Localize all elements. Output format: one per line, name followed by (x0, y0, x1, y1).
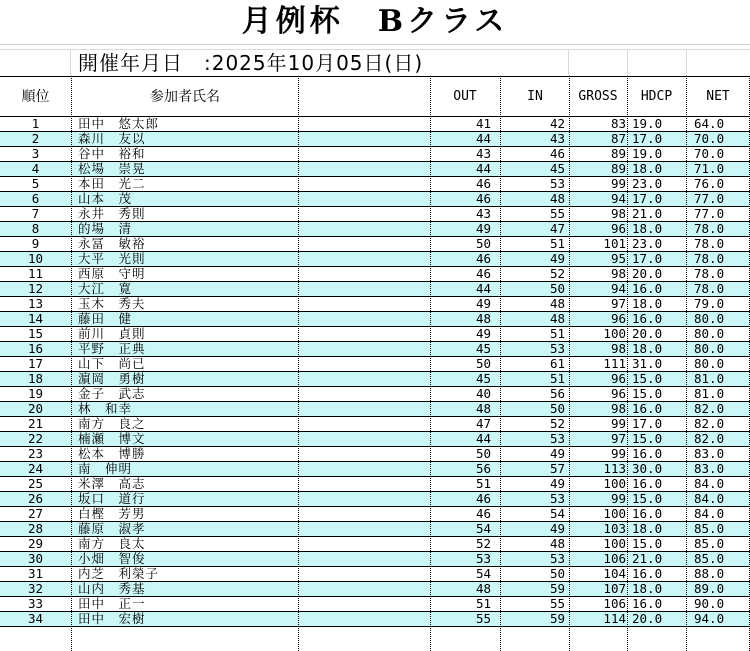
cell-rank: 2 (31, 131, 40, 146)
cell-in: 53 (549, 341, 565, 356)
table-row (0, 281, 750, 296)
table-row (0, 611, 750, 626)
column-divider (71, 76, 72, 651)
cell-hdcp: 20.0 (632, 326, 663, 341)
cell-in: 53 (549, 176, 565, 191)
cell-hdcp: 16.0 (632, 566, 663, 581)
column-divider (298, 76, 299, 651)
cell-gross: 100 (603, 476, 626, 491)
table-row (0, 491, 750, 506)
cell-name: 白樫 芳男 (78, 506, 146, 521)
table-row (0, 431, 750, 446)
cell-gross: 113 (603, 461, 626, 476)
cell-out: 55 (475, 611, 491, 626)
header-hdcp: HDCP (640, 89, 673, 104)
cell-in: 56 (549, 386, 565, 401)
cell-hdcp: 18.0 (632, 581, 663, 596)
cell-net: 83.0 (694, 446, 725, 461)
cell-name: 田中 宏樹 (78, 611, 146, 626)
cell-name: 藤原 淑孝 (78, 521, 146, 536)
cell-in: 49 (549, 476, 565, 491)
cell-net: 78.0 (694, 266, 725, 281)
cell-net: 84.0 (694, 491, 725, 506)
cell-rank: 31 (27, 566, 44, 581)
cell-out: 44 (475, 161, 491, 176)
cell-rank: 22 (27, 431, 44, 446)
column-divider (500, 76, 501, 651)
table-row (0, 386, 750, 401)
cell-rank: 23 (27, 446, 44, 461)
cell-net: 80.0 (694, 326, 725, 341)
cell-rank: 5 (31, 176, 40, 191)
cell-name: 前川 貞則 (78, 326, 146, 341)
cell-rank: 7 (31, 206, 40, 221)
cell-out: 50 (475, 446, 491, 461)
cell-hdcp: 21.0 (632, 551, 663, 566)
table-row (0, 176, 750, 191)
cell-rank: 13 (27, 296, 44, 311)
cell-gross: 98 (610, 401, 626, 416)
table-row (0, 401, 750, 416)
cell-in: 55 (549, 206, 565, 221)
cell-in: 50 (549, 281, 565, 296)
cell-rank: 19 (27, 386, 44, 401)
cell-gross: 89 (610, 161, 626, 176)
cell-rank: 21 (27, 416, 44, 431)
cell-rank: 26 (27, 491, 44, 506)
cell-hdcp: 17.0 (632, 251, 663, 266)
table-row (0, 341, 750, 356)
cell-name: 大平 光則 (78, 251, 146, 266)
cell-hdcp: 15.0 (632, 371, 663, 386)
cell-net: 80.0 (694, 341, 725, 356)
cell-rank: 34 (27, 611, 44, 626)
cell-net: 82.0 (694, 431, 725, 446)
cell-rank: 15 (27, 326, 44, 341)
table-row (0, 191, 750, 206)
cell-net: 81.0 (694, 386, 725, 401)
event-date: 開催年月日 :2025年10月05日(日) (78, 51, 424, 75)
cell-rank: 3 (31, 146, 40, 161)
cell-name: 小畑 智俊 (78, 551, 146, 566)
cell-hdcp: 16.0 (632, 281, 663, 296)
table-row (0, 596, 750, 611)
cell-name: 坂口 道行 (78, 491, 146, 506)
table-row (0, 221, 750, 236)
cell-out: 46 (475, 251, 491, 266)
cell-hdcp: 16.0 (632, 446, 663, 461)
cell-net: 82.0 (694, 416, 725, 431)
cell-gross: 101 (603, 236, 626, 251)
cell-in: 48 (549, 311, 565, 326)
cell-in: 53 (549, 491, 565, 506)
cell-hdcp: 23.0 (632, 236, 663, 251)
table-row (0, 146, 750, 161)
cell-net: 90.0 (694, 596, 725, 611)
cell-in: 47 (549, 221, 565, 236)
cell-gross: 98 (610, 206, 626, 221)
cell-net: 83.0 (694, 461, 725, 476)
cell-rank: 10 (27, 251, 44, 266)
cell-net: 80.0 (694, 356, 725, 371)
cell-net: 78.0 (694, 236, 725, 251)
table-row (0, 266, 750, 281)
table-row (0, 446, 750, 461)
cell-rank: 30 (27, 551, 44, 566)
table-row (0, 461, 750, 476)
cell-in: 50 (549, 566, 565, 581)
cell-hdcp: 17.0 (632, 416, 663, 431)
cell-out: 40 (475, 386, 491, 401)
cell-rank: 14 (27, 311, 44, 326)
cell-gross: 100 (603, 506, 626, 521)
cell-out: 49 (475, 326, 491, 341)
cell-gross: 98 (610, 266, 626, 281)
table-row (0, 506, 750, 521)
cell-in: 53 (549, 551, 565, 566)
table-row (0, 521, 750, 536)
cell-net: 82.0 (694, 401, 725, 416)
cell-hdcp: 18.0 (632, 161, 663, 176)
cell-out: 51 (475, 596, 491, 611)
table-row (0, 416, 750, 431)
cell-name: 田中 悠太郎 (78, 116, 160, 131)
cell-name: 西原 守明 (78, 266, 146, 281)
table-bottom-border (0, 626, 750, 627)
cell-rank: 6 (31, 191, 40, 206)
cell-net: 77.0 (694, 191, 725, 206)
cell-out: 54 (475, 566, 491, 581)
cell-net: 81.0 (694, 371, 725, 386)
cell-net: 78.0 (694, 281, 725, 296)
cell-in: 52 (549, 266, 565, 281)
cell-gross: 96 (610, 311, 626, 326)
cell-rank: 8 (31, 221, 40, 236)
cell-net: 94.0 (694, 611, 725, 626)
table-row (0, 476, 750, 491)
table-header (0, 76, 750, 117)
cell-out: 53 (475, 551, 491, 566)
cell-hdcp: 15.0 (632, 431, 663, 446)
cell-hdcp: 15.0 (632, 491, 663, 506)
cell-net: 78.0 (694, 221, 725, 236)
cell-gross: 114 (603, 611, 626, 626)
cell-net: 85.0 (694, 521, 725, 536)
cell-in: 59 (549, 611, 565, 626)
cell-rank: 9 (31, 236, 40, 251)
cell-gross: 96 (610, 371, 626, 386)
cell-in: 52 (549, 416, 565, 431)
cell-out: 46 (475, 506, 491, 521)
cell-gross: 83 (610, 116, 626, 131)
table-row (0, 116, 750, 131)
cell-gross: 89 (610, 146, 626, 161)
cell-name: 田中 正一 (78, 596, 146, 611)
cell-gross: 94 (610, 281, 626, 296)
cell-net: 88.0 (694, 566, 725, 581)
cell-gross: 106 (603, 596, 626, 611)
cell-hdcp: 19.0 (632, 146, 663, 161)
cell-in: 48 (549, 191, 565, 206)
cell-gross: 95 (610, 251, 626, 266)
cell-in: 48 (549, 536, 565, 551)
table-row (0, 161, 750, 176)
cell-out: 43 (475, 146, 491, 161)
date-row (0, 49, 750, 76)
cell-gross: 111 (603, 356, 626, 371)
cell-name: 山本 茂 (78, 191, 133, 206)
cell-name: 楠瀬 博文 (78, 431, 146, 446)
cell-hdcp: 16.0 (632, 311, 663, 326)
table-row (0, 581, 750, 596)
cell-hdcp: 16.0 (632, 401, 663, 416)
cell-out: 48 (475, 311, 491, 326)
cell-out: 48 (475, 581, 491, 596)
cell-hdcp: 19.0 (632, 116, 663, 131)
cell-net: 77.0 (694, 206, 725, 221)
cell-name: 玉木 秀夫 (78, 296, 146, 311)
cell-in: 51 (549, 236, 565, 251)
cell-hdcp: 16.0 (632, 476, 663, 491)
cell-rank: 18 (27, 371, 44, 386)
cell-rank: 1 (31, 116, 40, 131)
cell-name: 松場 崇晃 (78, 161, 146, 176)
cell-out: 46 (475, 491, 491, 506)
column-divider (569, 76, 570, 651)
cell-name: 本田 光二 (78, 176, 146, 191)
cell-out: 44 (475, 131, 491, 146)
cell-in: 49 (549, 251, 565, 266)
cell-in: 55 (549, 596, 565, 611)
cell-in: 53 (549, 431, 565, 446)
cell-rank: 25 (27, 476, 44, 491)
cell-net: 64.0 (694, 116, 725, 131)
cell-rank: 11 (27, 266, 44, 281)
cell-name: 内芝 利榮子 (78, 566, 160, 581)
column-divider (430, 76, 431, 651)
cell-name: 大江 寛 (78, 281, 133, 296)
cell-net: 89.0 (694, 581, 725, 596)
table-row (0, 326, 750, 341)
table-row (0, 566, 750, 581)
cell-name: 濵岡 勇樹 (78, 371, 146, 386)
cell-gross: 99 (610, 176, 626, 191)
header-net: NET (706, 89, 730, 104)
cell-gross: 96 (610, 386, 626, 401)
cell-gross: 104 (603, 566, 626, 581)
cell-gross: 97 (610, 296, 626, 311)
cell-rank: 33 (27, 596, 44, 611)
cell-gross: 100 (603, 326, 626, 341)
cell-name: 山下 尚已 (78, 356, 146, 371)
cell-name: 藤田 健 (78, 311, 133, 326)
table-row (0, 536, 750, 551)
cell-in: 49 (549, 446, 565, 461)
cell-hdcp: 20.0 (632, 266, 663, 281)
cell-net: 85.0 (694, 551, 725, 566)
cell-hdcp: 23.0 (632, 176, 663, 191)
cell-out: 45 (475, 341, 491, 356)
table-row (0, 311, 750, 326)
column-divider (686, 76, 687, 651)
cell-out: 47 (475, 416, 491, 431)
cell-gross: 99 (610, 446, 626, 461)
table-row (0, 206, 750, 221)
cell-out: 41 (475, 116, 491, 131)
cell-hdcp: 18.0 (632, 521, 663, 536)
cell-out: 56 (475, 461, 491, 476)
cell-gross: 100 (603, 536, 626, 551)
cell-out: 54 (475, 521, 491, 536)
cell-name: 南 伸明 (78, 461, 133, 476)
cell-name: 谷中 裕和 (78, 146, 146, 161)
cell-out: 50 (475, 356, 491, 371)
cell-out: 51 (475, 476, 491, 491)
cell-name: 林 和幸 (78, 401, 133, 416)
cell-name: 山内 秀基 (78, 581, 146, 596)
cell-rank: 27 (27, 506, 44, 521)
table-row (0, 371, 750, 386)
cell-rank: 24 (27, 461, 44, 476)
cell-rank: 17 (27, 356, 44, 371)
header-gross: GROSS (578, 89, 618, 104)
cell-in: 54 (549, 506, 565, 521)
cell-rank: 28 (27, 521, 44, 536)
cell-hdcp: 21.0 (632, 206, 663, 221)
cell-net: 78.0 (694, 251, 725, 266)
cell-rank: 16 (27, 341, 44, 356)
cell-rank: 32 (27, 581, 44, 596)
cell-in: 43 (549, 131, 565, 146)
cell-gross: 99 (610, 416, 626, 431)
table-row (0, 551, 750, 566)
cell-out: 49 (475, 221, 491, 236)
table-row (0, 251, 750, 266)
cell-net: 70.0 (694, 146, 725, 161)
cell-rank: 12 (27, 281, 44, 296)
cell-name: 森川 友以 (78, 131, 146, 146)
table-row (0, 356, 750, 371)
cell-out: 49 (475, 296, 491, 311)
cell-net: 71.0 (694, 161, 725, 176)
cell-rank: 29 (27, 536, 44, 551)
cell-name: 的場 清 (78, 221, 133, 236)
cell-rank: 4 (31, 161, 40, 176)
header-in: IN (527, 89, 543, 104)
title-row (0, 0, 750, 45)
cell-net: 70.0 (694, 131, 725, 146)
cell-net: 80.0 (694, 311, 725, 326)
cell-gross: 87 (610, 131, 626, 146)
cell-name: 永井 秀則 (78, 206, 146, 221)
cell-in: 46 (549, 146, 565, 161)
cell-gross: 107 (603, 581, 626, 596)
cell-name: 平野 正典 (78, 341, 146, 356)
cell-hdcp: 18.0 (632, 221, 663, 236)
header-out: OUT (453, 89, 477, 104)
cell-out: 44 (475, 431, 491, 446)
cell-out: 45 (475, 371, 491, 386)
cell-name: 米澤 高志 (78, 476, 146, 491)
cell-gross: 98 (610, 341, 626, 356)
table-row (0, 131, 750, 146)
cell-hdcp: 15.0 (632, 386, 663, 401)
cell-hdcp: 30.0 (632, 461, 663, 476)
cell-hdcp: 20.0 (632, 611, 663, 626)
cell-in: 49 (549, 521, 565, 536)
cell-name: 永冨 敏裕 (78, 236, 146, 251)
header-name: 参加者氏名 (150, 89, 220, 105)
column-divider (627, 76, 628, 651)
cell-in: 42 (549, 116, 565, 131)
cell-gross: 96 (610, 221, 626, 236)
cell-name: 松本 博勝 (78, 446, 146, 461)
cell-hdcp: 16.0 (632, 596, 663, 611)
cell-out: 48 (475, 401, 491, 416)
cell-name: 南方 良之 (78, 416, 146, 431)
cell-out: 46 (475, 191, 491, 206)
cell-gross: 94 (610, 191, 626, 206)
page-title: 月例杯 Bクラス (241, 4, 509, 39)
cell-rank: 20 (27, 401, 44, 416)
cell-net: 85.0 (694, 536, 725, 551)
cell-in: 57 (549, 461, 565, 476)
cell-in: 59 (549, 581, 565, 596)
cell-hdcp: 18.0 (632, 296, 663, 311)
cell-hdcp: 18.0 (632, 341, 663, 356)
cell-in: 51 (549, 371, 565, 386)
cell-gross: 97 (610, 431, 626, 446)
cell-in: 48 (549, 296, 565, 311)
header-rank: 順位 (21, 89, 50, 105)
cell-out: 44 (475, 281, 491, 296)
cell-in: 45 (549, 161, 565, 176)
cell-hdcp: 31.0 (632, 356, 663, 371)
cell-out: 46 (475, 266, 491, 281)
cell-out: 52 (475, 536, 491, 551)
cell-in: 61 (549, 356, 565, 371)
cell-gross: 103 (603, 521, 626, 536)
cell-hdcp: 17.0 (632, 131, 663, 146)
cell-hdcp: 16.0 (632, 506, 663, 521)
cell-in: 51 (549, 326, 565, 341)
cell-name: 金子 武志 (78, 386, 146, 401)
cell-hdcp: 17.0 (632, 191, 663, 206)
cell-name: 南方 良太 (78, 536, 146, 551)
cell-net: 84.0 (694, 476, 725, 491)
cell-in: 50 (549, 401, 565, 416)
cell-net: 84.0 (694, 506, 725, 521)
cell-gross: 106 (603, 551, 626, 566)
cell-net: 76.0 (694, 176, 725, 191)
cell-out: 50 (475, 236, 491, 251)
cell-hdcp: 15.0 (632, 536, 663, 551)
cell-out: 46 (475, 176, 491, 191)
cell-net: 79.0 (694, 296, 725, 311)
table-row (0, 236, 750, 251)
cell-out: 43 (475, 206, 491, 221)
table-row (0, 296, 750, 311)
cell-gross: 99 (610, 491, 626, 506)
